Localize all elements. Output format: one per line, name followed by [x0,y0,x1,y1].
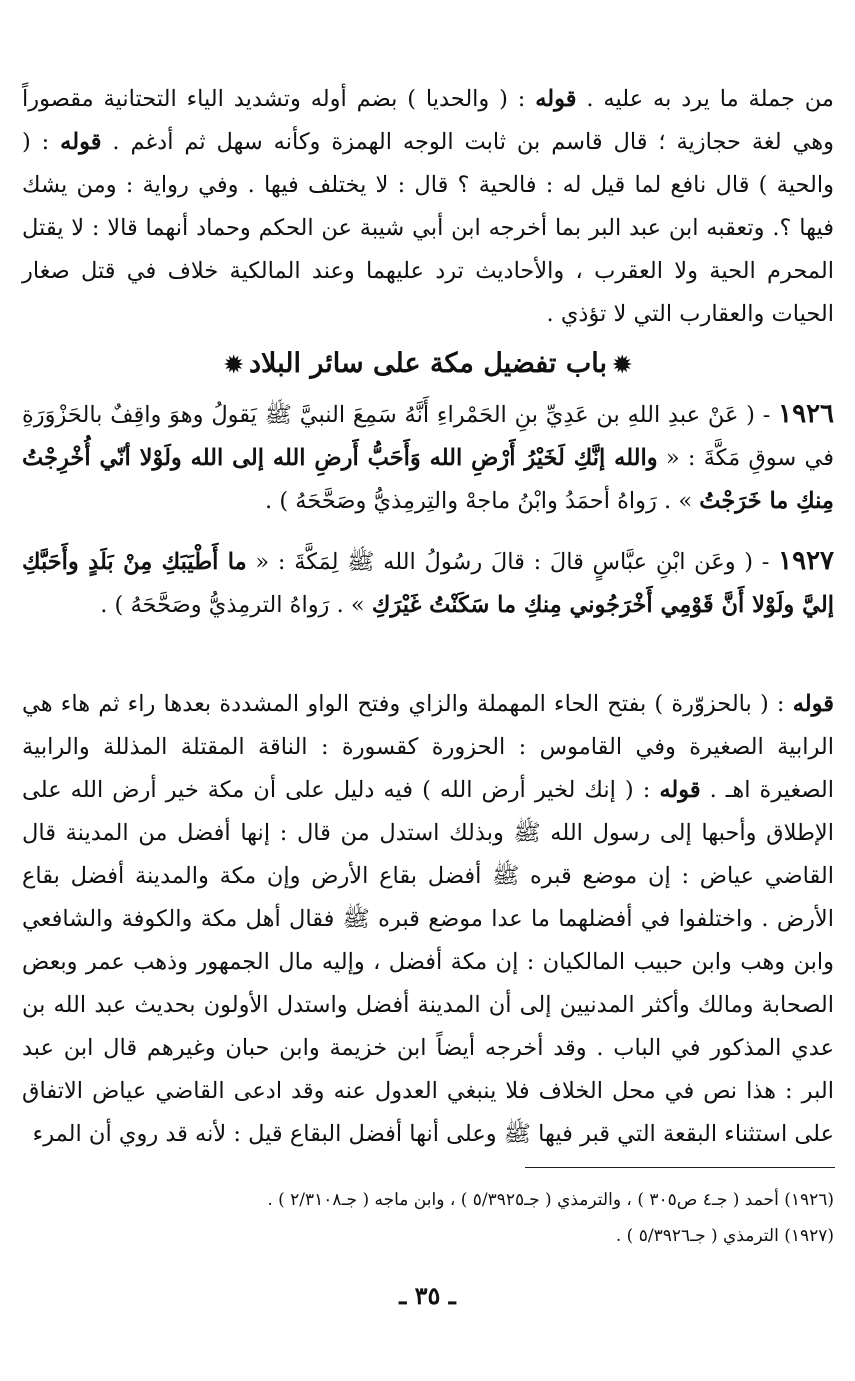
top-paragraph [22,78,834,336]
top-paragraph-text-2: : ( والحديا ) بضم أوله وتشديد الياء التحتانية مقصوراً وهي لغة حجازية ؛ قال قاسم بن ثابت الوجه الهمزة وكأنه سهل ثم أدغم . [22,86,834,155]
commentary-paragraph [22,683,834,1156]
chapter-title: باب تفضيل مكة على سائر البلاد [248,348,607,379]
top-paragraph-text-1: من جملة ما يرد به عليه . [576,86,834,112]
footnotes [22,1182,834,1254]
page-number: ـ ٣٥ ـ [399,1281,456,1310]
hadith-text: - ( عَنْ عبدِ اللهِ بن عَدِيِّ بنِ الحَمْراءِ أَنَّهُ سَمِعَ النبيَّ ﷺ يَقولُ وهوَ واقِفٌ بالحَزْوَرَةِ في سوقِ مَكَّةَ : « [22,402,834,471]
commentary-text-2: : ( إنك لخير أرض الله ) فيه دليل على أن مكة خير أرض الله على الإطلاق وأحبها إلى رسول الله ﷺ وبذلك استدل من قال : إنها أفضل من المدينة قال القاضي عياض : إن موضع قبره ﷺ أفضل بقاع الأرض وإن مكة والمدينة أفضل بقاع الأرض . واختلفوا في أفضلهما ما عدا موضع قبره ﷺ فقال أهل مكة والكوفة والشافعي وابن وهب وابن حبيب المالكيان : إن مكة أفضل ، وإليه مال الجمهور وذهب عمر وبعض الصحابة ومالك وأكثر المدنيين إلى أن المدينة أفضل واستدل الأولون بحديث عبد الله بن عدي المذكور في الباب . وقد أخرجه أيضاً ابن خزيمة وابن حبان وغيرهم قال ابن عبد البر : هذا نص في محل الخلاف فلا ينبغي العدول عنه وقد ادعى القاضي عياض الاتفاق على استثناء البقعة التي قبر فيها ﷺ وعلى أنها أفضل البقاع قيل : لأنه قد روي أن المرء [22,777,834,1147]
hadith-number: ١٩٢٦ [778,399,834,429]
hadith-quote: ما أَطْيَبَكِ مِنْ بَلَدٍ وأَحَبَّكِ إليَّ ولَوْلا أَنَّ قَوْمِي أَخْرَجُوني مِنكِ ما سَكَنْتُ غَيْرَكِ [22,549,834,618]
top-paragraph-text-3: : ( والحية ) قال نافع لما قيل له : فالحية ؟ قال : لا يختلف فيها . وفي رواية : ومن يشك فيها ؟. وتعقبه ابن عبد البر بما أخرجه ابن أبي شيبة عن الحكم وحماد أنهما قالا : لا يقتل المحرم الحية ولا العقرب ، والأحاديث ترد عليهما وعند المالكية خلاف في قتل صغار الحيات والعقارب التي لا تؤذي . [22,129,834,327]
qawluhu-keyword: قوله [60,129,102,155]
qawluhu-keyword: قوله [659,777,701,803]
star-ornament-icon: ✹ [613,352,632,378]
chapter-heading [22,342,834,387]
hadith-text: » . رَواهُ الترمِذيُّ وصَحَّحَهُ ) . [100,592,372,618]
qawluhu-keyword: قوله [792,691,834,717]
qawluhu-keyword: قوله [535,86,577,112]
hadith-quote: والله إنَّكِ لَخَيْرُ أَرْضِ الله وَأَحَبُّ أَرضِ الله إلى الله ولَوْلا أنّي أُخْرِجْتُ مِنكِ ما خَرَجْتُ [22,445,834,514]
star-ornament-icon: ✹ [224,352,243,378]
commentary-text-1: : ( بالحزوّرة ) بفتح الحاء المهملة والزاي وفتح الواو المشددة بعدها راء ثم هاء هي الرابية الصغيرة وفي القاموس : الحزورة كقسورة : الناقة المقتلة المذللة والرابية الصغيرة اهـ . [22,691,834,803]
footnote-1927: (١٩٢٧) الترمذي ( جـ٥/٣٩٢٦ ) . [615,1226,834,1246]
hadith-number: ١٩٢٧ [778,546,834,576]
hadith-1926 [22,393,834,523]
hadith-text: » . رَواهُ أحمَدُ وابْنُ ماجهْ والتِرمِذيُّ وصَحَّحَهُ ) . [265,488,700,514]
hadith-1927 [22,540,834,627]
footnote-divider [525,1167,835,1168]
hadith-text: - ( وعَن ابْنِ عبَّاسٍ قالَ : قالَ رسُولُ الله ﷺ لِمَكَّةَ : « [246,549,779,575]
footnote-1926: (١٩٢٦) أحمد ( جـ٤ ص٣٠٥ ) ، والترمذي ( جـ٥/٣٩٢٥ ) ، وابن ماجه ( جـ٢/٣١٠٨ ) . [267,1190,834,1210]
